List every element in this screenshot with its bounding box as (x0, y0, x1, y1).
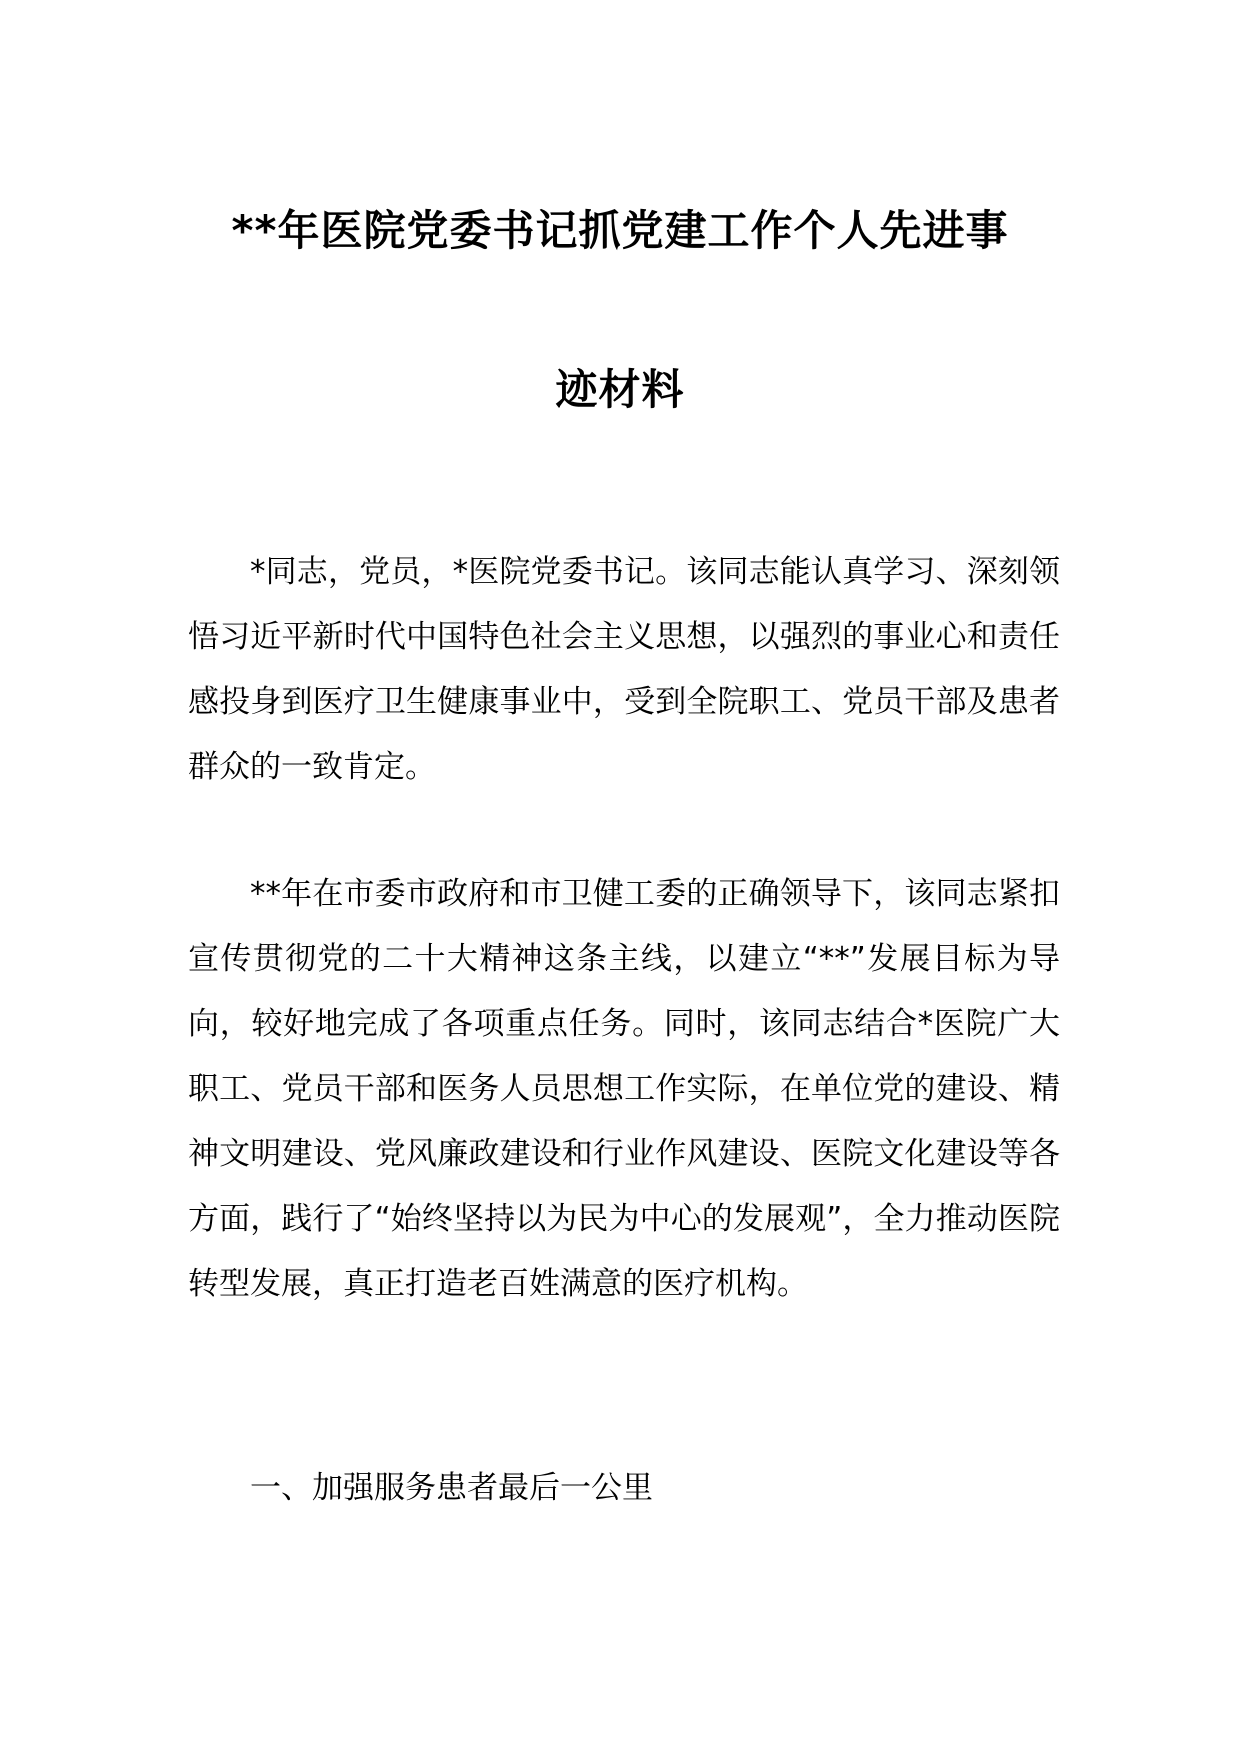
paragraph-achievements: **年在市委市政府和市卫健工委的正确领导下，该同志紧扣宣传贯彻党的二十大精神这条主线，以建立“**”发展目标为导向，较好地完成了各项重点任务。同时，该同志结合*医院广大职工、党员干部和医务人员思想工作实际，在单位党的建设、精神文明建设、党风廉政建设和行业作风建设、医院文化建设等各方面，践行了“始终坚持以为民为中心的发展观”，全力推动医院转型发展，真正打造老百姓满意的医疗机构。 (188, 876, 1060, 1302)
paragraph-intro: *同志，党员，*医院党委书记。该同志能认真学习、深刻领悟习近平新时代中国特色社会主义思想，以强烈的事业心和责任感投身到医疗卫生健康事业中，受到全院职工、党员干部及患者群众的一致肯定。 (188, 554, 1060, 785)
document-title-line-1: **年医院党委书记抓党建工作个人先进事 (231, 206, 1009, 255)
document-title-line-2: 迹材料 (555, 365, 685, 414)
section-heading-1: 一、加强服务患者最后一公里 (250, 1470, 653, 1506)
